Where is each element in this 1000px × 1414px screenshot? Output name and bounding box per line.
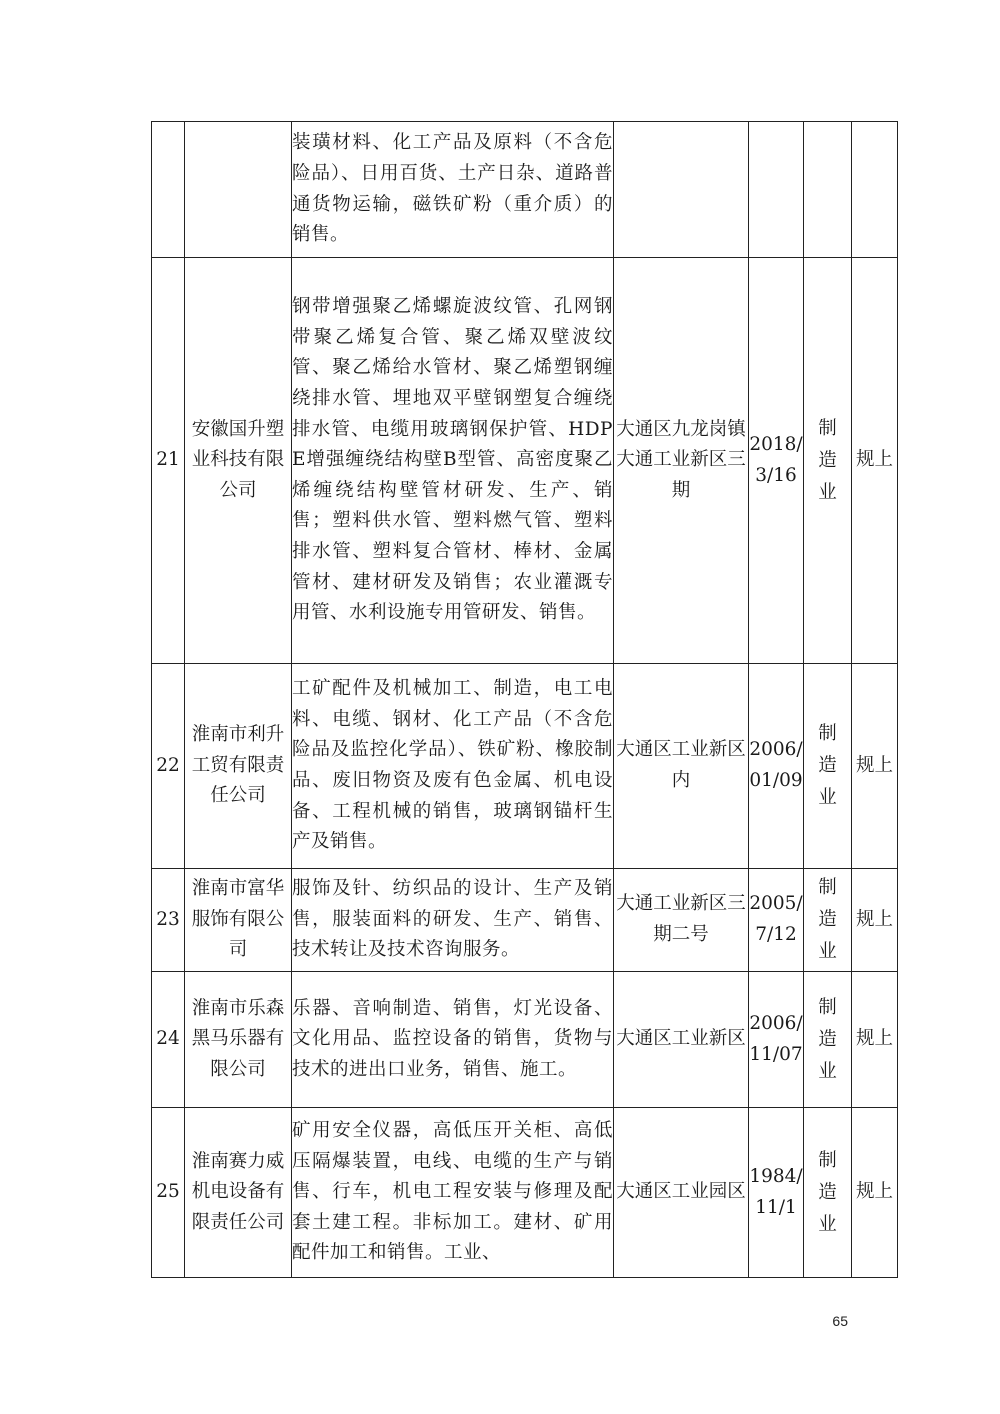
scale: 规上 bbox=[852, 258, 898, 664]
establish-date: 2005/7/12 bbox=[749, 869, 804, 972]
row-number: 21 bbox=[152, 258, 185, 664]
business-scope: 装璜材料、化工产品及原料（不含危险品）、日用百货、土产日杂、道路普通货物运输，磁铁矿粉（重介质）的销售。 bbox=[292, 122, 614, 258]
business-scope: 工矿配件及机械加工、制造，电工电料、电缆、钢材、化工产品（不含危险品及监控化学品）、铁矿粉、橡胶制品、废旧物资及废有色金属、机电设备、工程机械的销售，玻璃钢锚杆生产及销售。 bbox=[292, 664, 614, 869]
company-name: 淮南市富华服饰有限公司 bbox=[185, 869, 292, 972]
row-number: 24 bbox=[152, 972, 185, 1108]
company-name bbox=[185, 122, 292, 258]
row-number bbox=[152, 122, 185, 258]
company-address: 大通区工业园区 bbox=[614, 1108, 749, 1278]
table-row bbox=[152, 869, 898, 972]
scale: 规上 bbox=[852, 1108, 898, 1278]
establish-date: 1984/11/1 bbox=[749, 1108, 804, 1278]
scale bbox=[852, 122, 898, 258]
table-row bbox=[152, 258, 898, 664]
company-name: 淮南市乐森黑马乐器有限公司 bbox=[185, 972, 292, 1108]
business-scope: 服饰及针、纺织品的设计、生产及销售，服装面料的研发、生产、销售、技术转让及技术咨询服务。 bbox=[292, 869, 614, 972]
business-scope: 矿用安全仪器，高低压开关柜、高低压隔爆装置，电线、电缆的生产与销售、行车，机电工程安装与修理及配套土建工程。非标加工。建材、矿用配件加工和销售。工业、 bbox=[292, 1108, 614, 1278]
industry: 制造业 bbox=[804, 664, 852, 869]
business-scope: 钢带增强聚乙烯螺旋波纹管、孔网钢带聚乙烯复合管、聚乙烯双壁波纹管、聚乙烯给水管材、聚乙烯塑钢缠绕排水管、埋地双平壁钢塑复合缠绕排水管、电缆用玻璃钢保护管、HDPE增强缠绕结构壁B型管、高密度聚乙烯缠绕结构壁管材研发、生产、销售；塑料供水管、塑料燃气管、塑料排水管、塑料复合管材、棒材、金属管材、建材研发及销售；农业灌溉专用管、水利设施专用管研发、销售。 bbox=[292, 258, 614, 664]
company-name: 淮南赛力威机电设备有限责任公司 bbox=[185, 1108, 292, 1278]
scale: 规上 bbox=[852, 869, 898, 972]
company-name: 安徽国升塑业科技有限公司 bbox=[185, 258, 292, 664]
company-name: 淮南市利升工贸有限责任公司 bbox=[185, 664, 292, 869]
establish-date bbox=[749, 122, 804, 258]
establish-date: 2006/11/07 bbox=[749, 972, 804, 1108]
company-address bbox=[614, 122, 749, 258]
row-number: 25 bbox=[152, 1108, 185, 1278]
industry: 制造业 bbox=[804, 972, 852, 1108]
row-number: 23 bbox=[152, 869, 185, 972]
establish-date: 2006/01/09 bbox=[749, 664, 804, 869]
industry: 制造业 bbox=[804, 1108, 852, 1278]
company-address: 大通区工业新区 bbox=[614, 972, 749, 1108]
company-address: 大通工业新区三期二号 bbox=[614, 869, 749, 972]
company-address: 大通区九龙岗镇大通工业新区三期 bbox=[614, 258, 749, 664]
table-row bbox=[152, 972, 898, 1108]
table-row bbox=[152, 1108, 898, 1278]
industry: 制造业 bbox=[804, 869, 852, 972]
enterprise-table bbox=[151, 121, 898, 1278]
scale: 规上 bbox=[852, 664, 898, 869]
table-row bbox=[152, 122, 898, 258]
industry bbox=[804, 122, 852, 258]
row-number: 22 bbox=[152, 664, 185, 869]
business-scope: 乐器、音响制造、销售，灯光设备、文化用品、监控设备的销售，货物与技术的进出口业务，销售、施工。 bbox=[292, 972, 614, 1108]
company-address: 大通区工业新区内 bbox=[614, 664, 749, 869]
establish-date: 2018/3/16 bbox=[749, 258, 804, 664]
table-row bbox=[152, 664, 898, 869]
scale: 规上 bbox=[852, 972, 898, 1108]
page-number: 65 bbox=[832, 1313, 848, 1329]
industry: 制造业 bbox=[804, 258, 852, 664]
